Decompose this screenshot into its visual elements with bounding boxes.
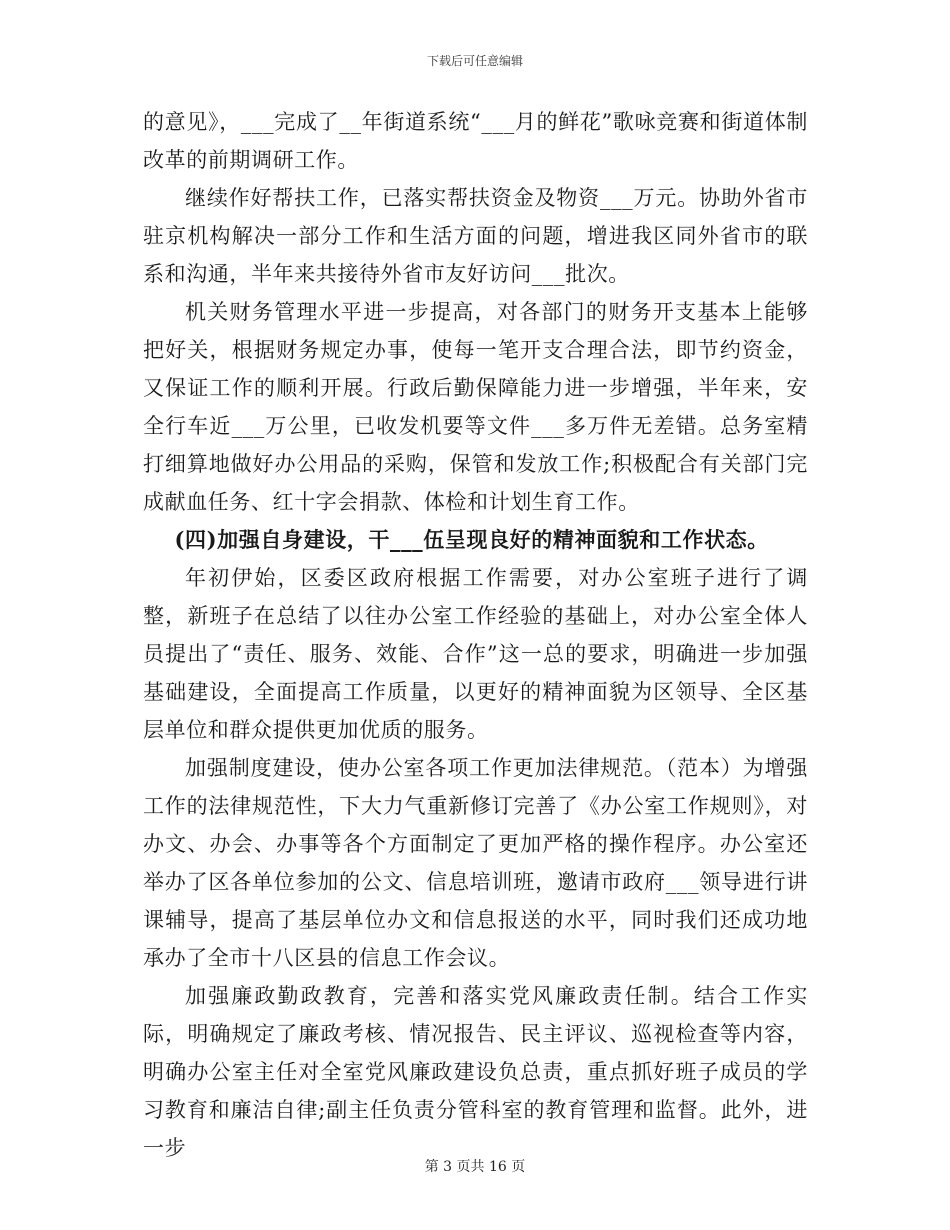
paragraph-6: 加强制度建设，使办公室各项工作更加法律规范。（范本）为增强工作的法律规范性，下大力气重新修订完善了《办公室工作规则》，对办文、办会、办事等各个方面制定了更加严格的操作程序。办公室还举办了区各单位参加的公文、信息培训班，邀请市政府___领导进行讲课辅导，提高了基层单位办文和信息报送的水平，同时我们还成功地承办了全市十八区县的信息工作会议。 <box>143 756 808 970</box>
paragraph-7: 加强廉政勤政教育，完善和落实党风廉政责任制。结合工作实际，明确规定了廉政考核、情况报告、民主评议、巡视检查等内容，明确办公室主任对全室党风廉政建设负总责，重点抓好班子成员的学习教育和廉洁自律;副主任负责分管科室的教育管理和监督。此外，进一步 <box>143 984 808 1160</box>
section-heading-4: (四)加强自身建设，干___伍呈现良好的精神面貌和工作状态。 <box>174 527 769 552</box>
paragraph-2: 继续作好帮扶工作，已落实帮扶资金及物资___万元。协助外省市驻京机构解决一部分工作和生活方面的问题，增进我区同外省市的联系和沟通，半年来共接待外省市友好访问___批次。 <box>143 186 808 286</box>
paragraph-5: 年初伊始，区委区政府根据工作需要，对办公室班子进行了调整，新班子在总结了以往办公室工作经验的基础上，对办公室全体人员提出了“责任、服务、效能、合作”这一总的要求，明确进一步加强基础建设，全面提高工作质量，以更好的精神面貌为区领导、全区基层单位和群众提供更加优质的服务。 <box>143 566 808 742</box>
page-header: 下载后可任意编辑 <box>426 54 523 68</box>
document-body <box>143 103 808 1167</box>
paragraph-1: 的意见》，___完成了__年街道系统“___月的鲜花”歌咏竞赛和街道体制改革的前期调研工作。 <box>143 110 808 172</box>
paragraph-3: 机关财务管理水平进一步提高，对各部门的财务开支基本上能够把好关，根据财务规定办事，使每一笔开支合理合法，即节约资金，又保证工作的顺利开展。行政后勤保障能力进一步增强，半年来，安全行车近___万公里，已收发机要等文件___多万件无差错。总务室精打细算地做好办公用品的采购，保管和发放工作;积极配合有关部门完成献血任务、红十字会捐款、体检和计划生育工作。 <box>143 300 808 514</box>
page-footer: 第 3 页共 16 页 <box>424 1159 526 1175</box>
